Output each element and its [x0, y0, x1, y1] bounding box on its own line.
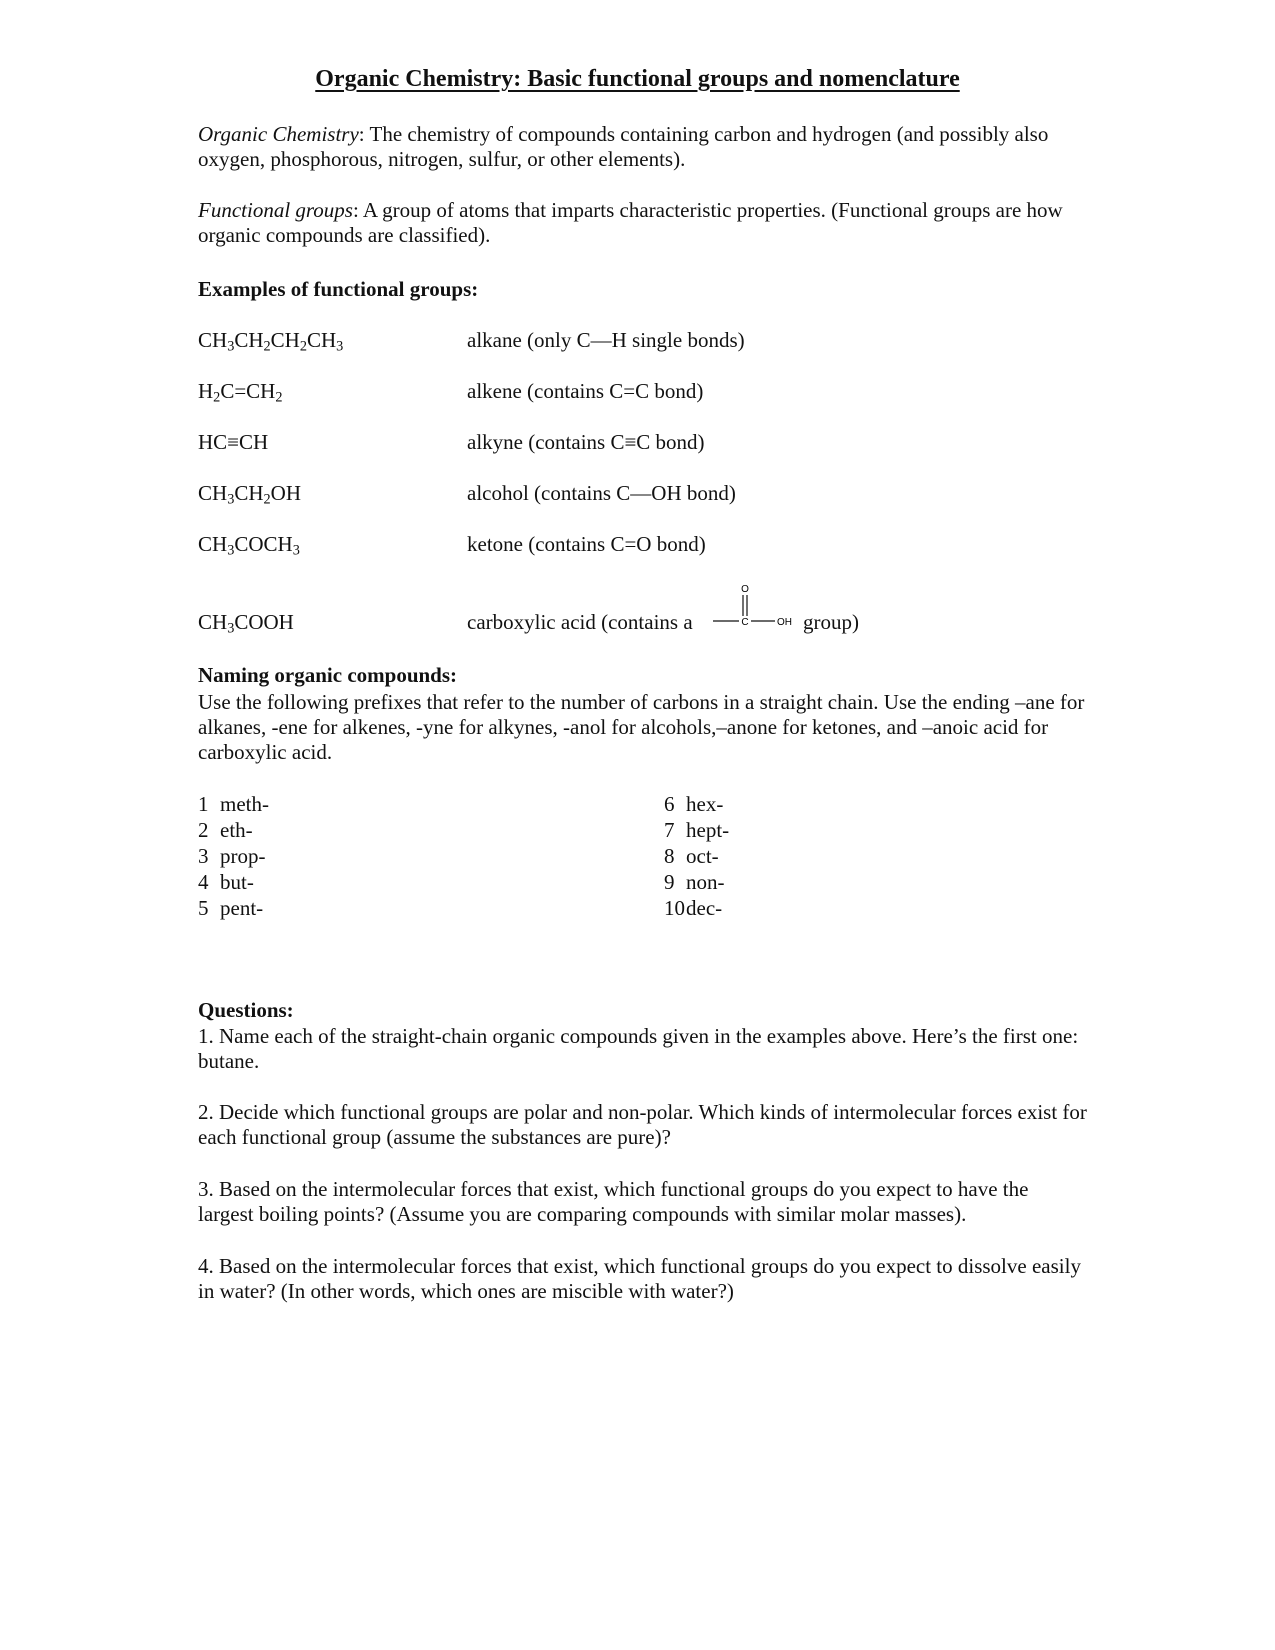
example-description: alkene (contains C=C bond)	[467, 379, 704, 403]
carboxyl-o-label: O	[741, 584, 749, 595]
question-item: 3. Based on the intermolecular forces that exist, which functional groups do you expect to have the largest boiling points? (Assume you are comparing compounds with similar molar masses).	[198, 1177, 1029, 1226]
example-formula: HC≡CH	[198, 430, 269, 454]
example-description-suffix: group)	[803, 610, 859, 634]
definition-functional-groups	[198, 198, 1088, 248]
example-description: alkane (only C—H single bonds)	[467, 328, 745, 352]
example-description: alcohol (contains C—OH bond)	[467, 481, 736, 505]
prefix-item: 2 eth-	[198, 818, 253, 842]
example-description: ketone (contains C=O bond)	[467, 532, 706, 556]
question-item: 2. Decide which functional groups are polar and non-polar. Which kinds of intermolecular forces exist for each functional group (assume the substances are pure)?	[198, 1100, 1087, 1149]
definition-text: : A group of atoms that imparts characteristic properties. (Functional groups are how organic compounds are classified).	[198, 198, 1063, 247]
carboxyl-group-structure	[713, 583, 813, 633]
prefix-item: 6 hex-	[664, 792, 724, 816]
examples-heading: Examples of functional groups:	[198, 277, 479, 301]
question-item: 4. Based on the intermolecular forces that exist, which functional groups do you expect to dissolve easily in water? (In other words, which ones are miscible with water?)	[198, 1254, 1081, 1303]
prefix-item: 7 hept-	[664, 818, 730, 842]
example-formula: $H_2C=CH_2$	[198, 379, 283, 406]
naming-text: Use the following prefixes that refer to the number of carbons in a straight chain. Use the ending –ane for alkanes, -ene for alkenes, -yne for alkynes, -anol for alcohols,–anone for ketones, and –anoic acid for carboxylic acid.	[198, 690, 1085, 764]
example-formula: $CH_3CH_2OH$	[198, 481, 301, 508]
example-description: carboxylic acid (contains a	[467, 610, 693, 634]
question-item: 1. Name each of the straight-chain organic compounds given in the examples above. Here’s the first one: butane.	[198, 1024, 1079, 1073]
prefix-list-left	[198, 791, 269, 921]
prefix-item: 5 pent-	[198, 896, 264, 920]
prefix-item: 1 meth-	[198, 792, 269, 816]
definition-term: Functional groups	[198, 198, 353, 222]
carboxyl-oh-label: OH	[777, 617, 792, 628]
questions-heading: Questions:	[198, 998, 294, 1022]
definition-text: : The chemistry of compounds containing carbon and hydrogen (and possibly also oxygen, phosphorous, nitrogen, sulfur, or other elements).	[198, 122, 1049, 171]
example-formula: $CH_3CH_2CH_2CH_3$	[198, 328, 344, 355]
example-description: alkyne (contains C≡C bond)	[467, 430, 705, 454]
prefix-item: 10dec-	[664, 896, 723, 920]
example-formula: $CH_3COOH$	[198, 610, 294, 637]
definition-term: Organic Chemistry	[198, 122, 359, 146]
prefix-item: 4 but-	[198, 870, 254, 894]
carboxyl-c-label: C	[741, 617, 749, 628]
naming-heading: Naming organic compounds:	[198, 663, 458, 687]
page-title: Organic Chemistry: Basic functional groups and nomenclature	[315, 66, 960, 92]
prefix-item: 8 oct-	[664, 844, 719, 868]
prefix-item: 9 non-	[664, 870, 725, 894]
prefix-item: 3 prop-	[198, 844, 266, 868]
prefix-list-right	[664, 791, 729, 921]
example-formula: $CH_3COCH_3$	[198, 532, 300, 559]
definition-organic-chemistry	[198, 122, 1088, 172]
